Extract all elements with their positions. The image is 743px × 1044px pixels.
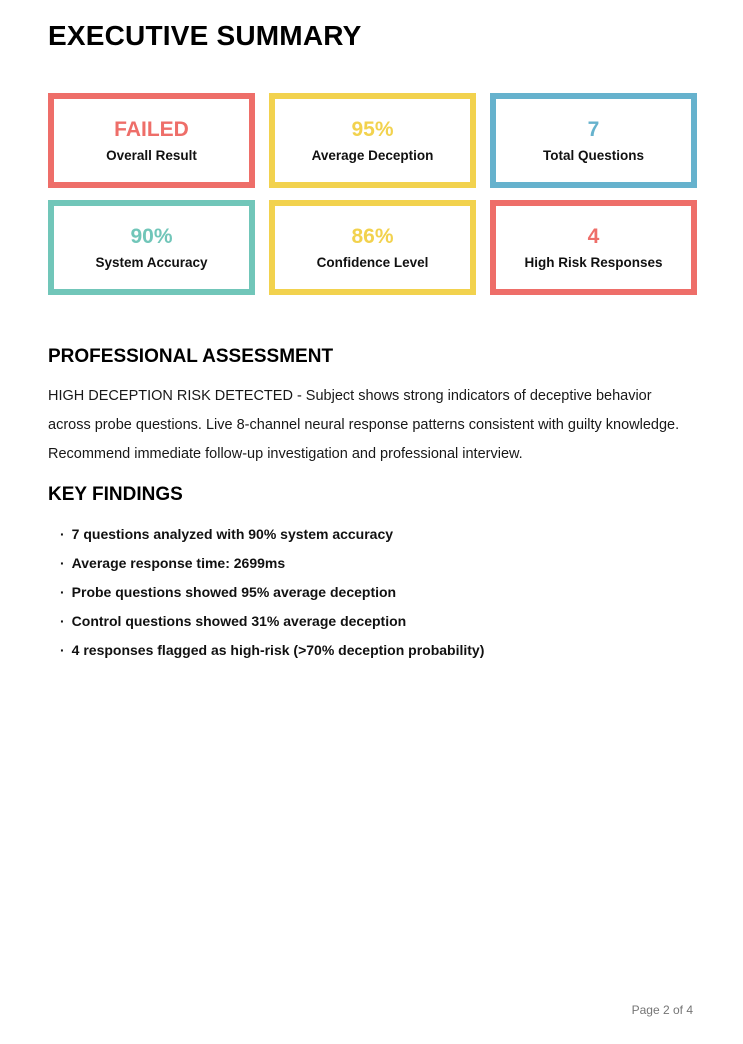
stat-card-average-deception [269,93,476,188]
stat-card-system-accuracy [48,200,255,295]
stat-label: Overall Result [106,147,197,163]
stat-label: Average Deception [311,147,434,163]
stat-value: 90% [130,224,173,248]
professional-assessment-body: HIGH DECEPTION RISK DETECTED - Subject shows strong indicators of deceptive behavior across probe questions. Live 8-channel neural response patterns consistent with guilty knowledge. Recommend immediate follow-up investigation and professional interview. [48,388,680,463]
key-finding-item: · 4 responses flagged as high-risk (>70% deception probability) [60,636,697,665]
stat-card-overall-result [48,93,255,188]
page-title: EXECUTIVE SUMMARY [48,20,362,51]
stat-card-confidence-level [269,200,476,295]
key-finding-item: · 7 questions analyzed with 90% system accuracy [60,520,697,549]
stat-label: Total Questions [542,147,644,163]
stat-card-total-questions [490,93,697,188]
stat-label: System Accuracy [95,254,208,270]
stat-label: Confidence Level [316,254,429,270]
key-findings-list [48,520,697,665]
key-finding-item: · Average response time: 2699ms [60,549,697,578]
summary-stat-grid [48,93,697,295]
stat-value: 95% [351,117,394,141]
stat-value: FAILED [114,117,189,141]
stat-value: 86% [351,224,394,248]
page-number: Page 2 of 4 [631,1003,693,1017]
stat-value: 4 [587,224,600,248]
key-findings-heading: KEY FINDINGS [48,484,183,506]
key-finding-item: · Probe questions showed 95% average deception [60,578,697,607]
professional-assessment-heading: PROFESSIONAL ASSESSMENT [48,346,334,368]
stat-card-high-risk-responses [490,200,697,295]
key-finding-item: · Control questions showed 31% average deception [60,607,697,636]
stat-value: 7 [587,117,600,141]
stat-label: High Risk Responses [524,254,663,270]
